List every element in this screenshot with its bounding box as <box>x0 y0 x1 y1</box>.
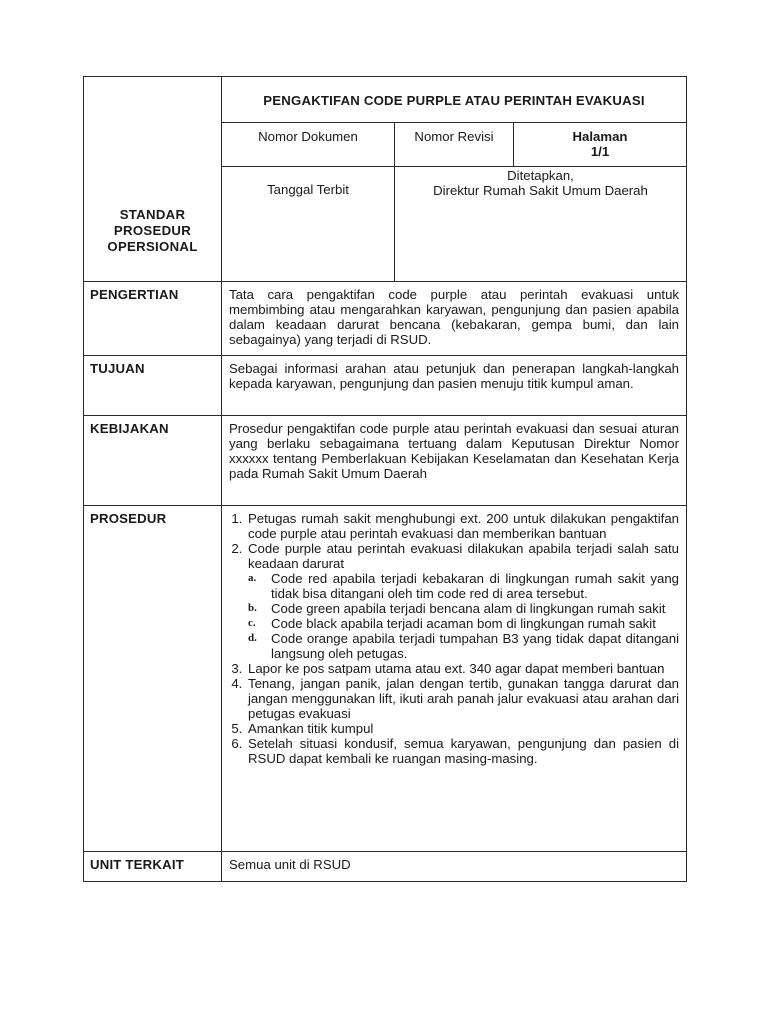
prosedur-substeps <box>248 571 679 661</box>
nomor-revisi-label: Nomor Revisi <box>395 123 514 167</box>
substep-text: Code green apabila terjadi bencana alam di lingkungan rumah sakit <box>271 601 666 616</box>
title-row <box>84 77 687 123</box>
prosedur-label: PROSEDUR <box>84 506 222 852</box>
direktur-label: Direktur Rumah Sakit Umum Daerah <box>433 183 648 198</box>
substep-text: Code red apabila terjadi kebakaran di lingkungan rumah sakit yang tidak bisa ditangani oleh tim code red di area tersebut. <box>271 571 679 601</box>
step-text: Amankan titik kumpul <box>248 721 374 736</box>
unit-terkait-row <box>84 852 687 882</box>
substep-marker: c. <box>248 617 256 629</box>
tujuan-text: Sebagai informasi arahan atau petunjuk dan penerapan langkah-langkah kepada karyawan, pengunjung dan pasien menuju titik kumpul aman. <box>222 356 687 416</box>
unit-terkait-label: UNIT TERKAIT <box>84 852 222 882</box>
kebijakan-row <box>84 416 687 506</box>
prosedur-steps <box>225 511 679 766</box>
prosedur-step <box>246 661 679 676</box>
kebijakan-label: KEBIJAKAN <box>84 416 222 506</box>
pengertian-label: PENGERTIAN <box>84 282 222 356</box>
step-text: Lapor ke pos satpam utama atau ext. 340 agar dapat memberi bantuan <box>248 661 665 676</box>
tujuan-label: TUJUAN <box>84 356 222 416</box>
document-title: PENGAKTIFAN CODE PURPLE ATAU PERINTAH EVAKUASI <box>222 77 687 123</box>
step-text: Tenang, jangan panik, jalan dengan tertib, gunakan tangga darurat dan jangan menggunakan lift, ikuti arah panah jalur evakuasi atau arahan dari petugas evakuasi <box>248 676 679 721</box>
pengertian-row <box>84 282 687 356</box>
substep-marker: b. <box>248 602 257 614</box>
tujuan-row <box>84 356 687 416</box>
prosedur-cell <box>222 506 687 852</box>
prosedur-step <box>246 511 679 541</box>
halaman-label: Halaman <box>572 129 628 144</box>
halaman-cell <box>514 123 687 167</box>
halaman-value: 1/1 <box>590 144 610 159</box>
nomor-dokumen-label: Nomor Dokumen <box>222 123 395 167</box>
prosedur-substep <box>248 631 679 661</box>
sop-table <box>83 76 687 882</box>
prosedur-substep <box>248 601 679 616</box>
prosedur-step <box>246 736 679 766</box>
tanggal-terbit-cell <box>222 167 395 282</box>
ditetapkan-cell <box>395 167 687 282</box>
side-label-line-2: PROSEDUR <box>113 223 192 238</box>
prosedur-step <box>246 721 679 736</box>
step-text: Code purple atau perintah evakuasi dilakukan apabila terjadi salah satu keadaan darurat <box>248 541 679 571</box>
prosedur-row <box>84 506 687 852</box>
substep-marker: a. <box>248 572 257 584</box>
step-text: Petugas rumah sakit menghubungi ext. 200 untuk dilakukan pengaktifan code purple atau perintah evakuasi dan memberikan bantuan <box>248 511 679 541</box>
side-label-line-1: STANDAR <box>119 207 186 222</box>
substep-text: Code black apabila terjadi acaman bom di lingkungan rumah sakit <box>271 616 656 631</box>
sop-side-cell <box>84 77 222 282</box>
substep-marker: d. <box>248 632 257 644</box>
prosedur-substep <box>248 616 679 631</box>
kebijakan-text: Prosedur pengaktifan code purple atau perintah evakuasi dan sesuai aturan yang berlaku sebagaimana tertuang dalam Keputusan Direktur Nomor xxxxxx tentang Pemberlakuan Kebijakan Keselamatan dan Kesehatan Kerja pada Rumah Sakit Umum Daerah <box>222 416 687 506</box>
tanggal-terbit-label: Tanggal Terbit <box>267 182 349 197</box>
prosedur-step <box>246 541 679 661</box>
unit-terkait-text: Semua unit di RSUD <box>222 852 687 882</box>
pengertian-text: Tata cara pengaktifan code purple atau perintah evakuasi untuk membimbing atau mengarahkan karyawan, pengunjung dan pasien apabila dalam keadaan darurat bencana (kebakaran, gempa bumi, dan lain sebagainya) yang terjadi di RSUD. <box>222 282 687 356</box>
side-label-line-3: OPERSIONAL <box>107 239 198 254</box>
substep-text: Code orange apabila terjadi tumpahan B3 yang tidak dapat ditangani langsung oleh petugas. <box>271 631 679 661</box>
prosedur-substep <box>248 571 679 601</box>
prosedur-step <box>246 676 679 721</box>
ditetapkan-label: Ditetapkan, <box>507 168 574 183</box>
step-text: Setelah situasi kondusif, semua karyawan, pengunjung dan pasien di RSUD dapat kembali ke ruangan masing-masing. <box>248 736 679 766</box>
